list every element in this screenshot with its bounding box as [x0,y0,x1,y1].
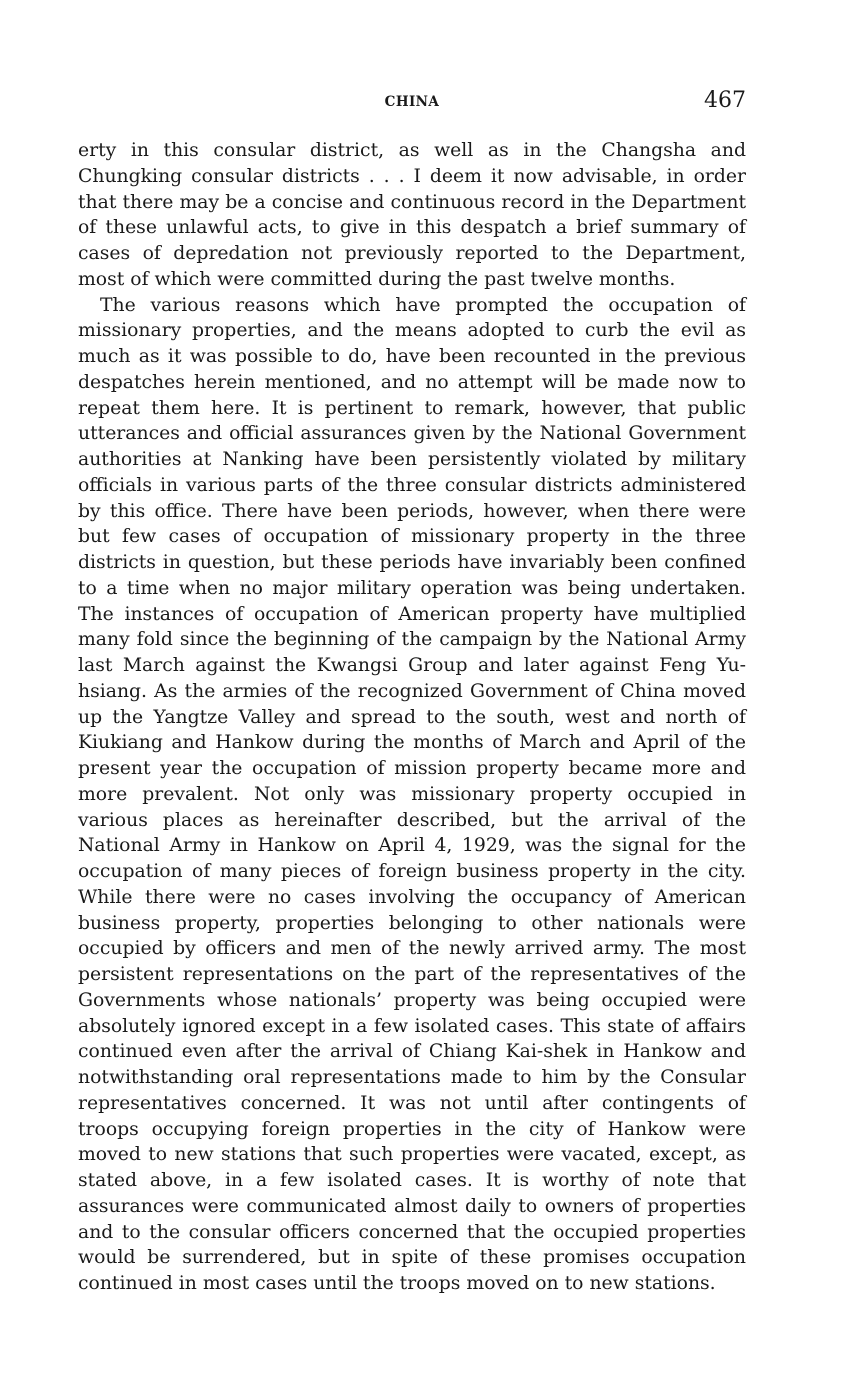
page-number: 467 [704,88,746,113]
running-header [78,88,746,124]
paragraph-continued: erty in this consular district, as well as in the Changsha and Chungking consular districts . . . I deem it now advisable, in order that there may be a concise and continuous record in the Department of these unlawful acts, to give in this despatch a brief summary of cases of depredation not previously reported to the Department, most of which were committed during the past twelve months. [78,140,746,290]
document-page [78,88,746,1297]
paragraph: The various reasons which have prompted the occupation of missionary properties, and the means adopted to curb the evil as much as it was possible to do, have been recounted in the previous despatches herein mentioned, and no attempt will be made now to repeat them here. It is pertinent to remark, however, that public utterances and official assurances given by the National Government authorities at Nanking have been persistently violated by military officials in various parts of the three consular districts administered by this office. There have been periods, however, when there were but few cases of occupation of missionary property in the three districts in question, but these periods have invariably been confined to a time when no major military operation was being undertaken. The instances of occupation of American property have multiplied many fold since the beginning of the campaign by the National Army last March against the Kwangsi Group and later against Feng Yu-hsiang. As the armies of the recognized Government of China moved up the Yangtze Valley and spread to the south, west and north of Kiukiang and Hankow during the months of March and April of the present year the occupation of mission property became more and more prevalent. Not only was missionary property occupied in various places as hereinafter described, but the arrival of the National Army in Hankow on April 4, 1929, was the signal for the occupation of many pieces of foreign business property in the city. While there were no cases involving the occupancy of American business property, properties belonging to other nationals were occupied by officers and men of the newly arrived army. The most persistent representations on the part of the representatives of the Governments whose nationals’ property was being occupied were absolutely ignored except in a few isolated cases. This state of affairs continued even after the arrival of Chiang Kai-shek in Hankow and notwithstanding oral representations made to him by the Consular representatives concerned. It was not until after contingents of troops occupying foreign properties in the city of Hankow were moved to new stations that such properties were vacated, except, as stated above, in a few isolated cases. It is worthy of note that assurances were communicated almost daily to owners of properties and to the consular officers concerned that the occupied properties would be surrendered, but in spite of these promises occupation continued in most cases until the troops moved on to new stations. [78,294,746,1294]
body-text [78,138,746,1297]
running-title: CHINA [384,94,440,110]
